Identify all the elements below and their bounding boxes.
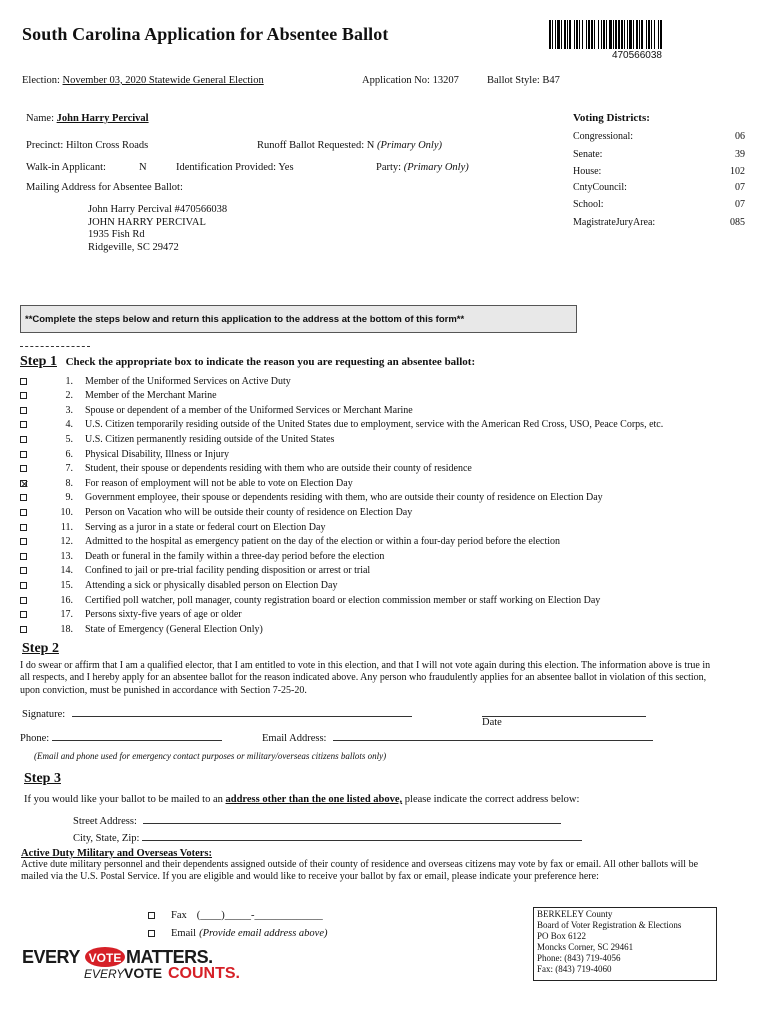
alt-address-intro	[24, 794, 579, 805]
return-address-line: BERKELEY County	[537, 909, 613, 919]
election-value: November 03, 2020 Statewide General Election	[62, 75, 264, 86]
logo-every-2: EVERY	[84, 967, 125, 981]
reason-row	[20, 608, 760, 622]
reason-text: Member of the Merchant Marine	[85, 390, 217, 402]
election-line	[22, 75, 264, 86]
reason-row	[20, 476, 760, 490]
reason-text: Confined to jail or pre-trial facility pending disposition or arrest or trial	[85, 565, 371, 577]
reason-row	[20, 374, 760, 388]
return-address	[533, 907, 717, 981]
affirmation-text: I do swear or affirm that I am a qualified elector, that I am entitled to vote in this election, and that I will not vote again during this election. The information above is true in all respects, and I hereby apply for an absentee ballot for the reason indicated above. Any person who fraudulently applies for an absentee ballot in violation of this section, upon conviction, must be punished in accordance with Section 7-25-20.	[20, 660, 711, 696]
district-row	[573, 199, 745, 210]
reason-checkbox[interactable]	[20, 378, 27, 385]
id-provided: Identification Provided: Yes	[176, 162, 294, 173]
reason-number: 9.	[65, 492, 73, 504]
reason-row	[20, 447, 760, 461]
reason-text: Certified poll watcher, poll manager, county registration board or election commission member or staff working on Election Day	[85, 594, 601, 606]
precinct: Precinct: Hilton Cross Roads	[26, 140, 149, 151]
signature-row	[22, 706, 412, 720]
reason-number: 12.	[60, 536, 73, 548]
reason-number: 18.	[60, 623, 73, 635]
reason-number: 11.	[60, 521, 73, 533]
reason-row	[20, 432, 760, 446]
reason-checkbox[interactable]	[20, 480, 27, 487]
reason-checkbox[interactable]	[20, 553, 27, 560]
reason-checkbox[interactable]	[20, 626, 27, 633]
military-heading: Active Duty Military and Overseas Voters:	[21, 848, 213, 859]
reason-number: 1.	[65, 375, 73, 387]
reason-text: State of Emergency (General Election Only)	[85, 623, 263, 635]
reason-number: 8.	[65, 477, 73, 489]
logo-matters: MATTERS.	[126, 947, 213, 967]
district-label: Senate:	[573, 149, 603, 160]
district-row	[573, 149, 745, 160]
phone-field[interactable]	[52, 730, 222, 741]
voter-name-row	[26, 113, 149, 124]
reason-number: 13.	[60, 550, 73, 562]
step2-heading: Step 2	[22, 641, 59, 656]
voter-name: John Harry Percival	[56, 113, 149, 124]
signature-label: Signature:	[22, 709, 66, 720]
email-row	[262, 730, 653, 744]
reason-text: U.S. Citizen permanently residing outside of the United States	[85, 433, 335, 445]
reason-text: For reason of employment will not be able to vote on Election Day	[85, 477, 353, 489]
reason-checkbox[interactable]	[20, 407, 27, 414]
application-number: Application No: 13207	[362, 75, 459, 86]
form-title: South Carolina Application for Absentee Ballot	[22, 24, 389, 44]
email-label: Email Address:	[262, 733, 327, 744]
reason-row	[20, 578, 760, 592]
fax-label: Fax	[171, 910, 187, 921]
party-label: Party:	[376, 162, 402, 173]
reason-row	[20, 520, 760, 534]
reason-checkbox[interactable]	[20, 597, 27, 604]
reason-checkbox[interactable]	[20, 567, 27, 574]
reason-number: 16.	[60, 594, 73, 606]
mailing-line: John Harry Percival #470566038	[88, 204, 228, 215]
email-checkbox[interactable]	[148, 930, 155, 937]
street-row	[73, 813, 561, 827]
reason-number: 15.	[60, 579, 73, 591]
reason-row	[20, 403, 760, 417]
party-note: (Primary Only)	[403, 162, 469, 173]
intro-text: please indicate the correct address below:	[402, 794, 580, 805]
logo-every: EVERY	[22, 947, 80, 967]
divider	[20, 346, 90, 347]
districts-heading: Voting Districts:	[573, 112, 650, 124]
reason-number: 6.	[65, 448, 73, 460]
reason-text: Student, their spouse or dependents residing with them who are outside their county of residence	[85, 463, 472, 475]
reason-text: Persons sixty-five years of age or older	[85, 609, 242, 621]
reason-number: 4.	[65, 419, 73, 431]
military-text: Active dute military personnel and their dependents assigned outside of their county of residence and overseas citizens may vote by fax or email. All other ballots will be mailed via the U.S. Postal Service. If you are eligible and would like to receive your ballot by fax or email, please indicate your preference here:	[21, 859, 699, 883]
district-label: School:	[573, 199, 604, 210]
walkin-value: N	[139, 162, 147, 173]
reason-row	[20, 622, 760, 636]
district-label: CntyCouncil:	[573, 182, 627, 193]
date-label: Date	[482, 717, 502, 728]
reason-number: 2.	[65, 390, 73, 402]
return-address-line: PO Box 6122	[537, 931, 587, 941]
reason-text: Admitted to the hospital as emergency patient on the day of the election or within a four-day period before the election	[85, 536, 561, 548]
district-row	[573, 217, 745, 228]
instruction-banner: **Complete the steps below and return this application to the address at the bottom of this form**	[20, 305, 577, 333]
district-value: 07	[735, 199, 745, 210]
step1-instruction: Check the appropriate box to indicate the reason you are requesting an absentee ballot:	[65, 356, 476, 368]
reason-number: 3.	[65, 404, 73, 416]
reason-row	[20, 535, 760, 549]
reason-row	[20, 593, 760, 607]
return-address-line: Board of Voter Registration & Elections	[537, 920, 682, 930]
reason-number: 5.	[65, 433, 73, 445]
fax-number-field[interactable]: (____)_____-_____________	[196, 910, 323, 921]
district-label: Congressional:	[573, 131, 633, 142]
mailing-line: Ridgeville, SC 29472	[88, 241, 179, 253]
runoff-note: (Primary Only)	[376, 140, 442, 151]
reason-checkbox[interactable]	[20, 611, 27, 618]
mailing-line: JOHN HARRY PERCIVAL	[88, 216, 206, 228]
city-label: City, State, Zip:	[73, 833, 140, 844]
reason-number: 17.	[60, 609, 73, 621]
reason-text: Person on Vacation who will be outside their county of residence on Election Day	[85, 506, 413, 518]
runoff-label: Runoff Ballot Requested: N	[257, 140, 375, 151]
district-value: 39	[735, 149, 745, 160]
reason-row	[20, 491, 760, 505]
intro-emphasis: address other than the one listed above,	[225, 794, 403, 805]
logo-vote-2: VOTE	[124, 965, 163, 981]
reason-text: Death or funeral in the family within a three-day period before the election	[85, 550, 385, 562]
district-value: 06	[735, 131, 745, 142]
phone-row	[20, 730, 222, 744]
reason-checkbox[interactable]	[20, 421, 27, 428]
walkin-label: Walk-in Applicant:	[26, 162, 106, 173]
district-label: House:	[573, 166, 602, 177]
reason-row	[20, 505, 760, 519]
barcode	[549, 20, 662, 49]
contact-note: (Email and phone used for emergency contact purposes or military/overseas citizens ballots only)	[34, 751, 387, 761]
step3-heading: Step 3	[24, 771, 61, 786]
email-option[interactable]	[148, 928, 327, 939]
election-label: Election:	[22, 75, 60, 86]
reason-number: 14.	[60, 565, 73, 577]
reason-checkbox[interactable]	[20, 451, 27, 458]
district-row	[573, 131, 745, 142]
reason-checkbox[interactable]	[20, 465, 27, 472]
district-row	[573, 182, 745, 193]
district-value: 085	[730, 217, 745, 228]
reason-checkbox[interactable]	[20, 494, 27, 501]
street-label: Street Address:	[73, 816, 137, 827]
reason-text: Serving as a juror in a state or federal court on Election Day	[85, 521, 326, 533]
step1-header	[20, 354, 475, 370]
mailing-line: 1935 Fish Rd	[88, 229, 145, 240]
district-value: 07	[735, 182, 745, 193]
mailing-label: Mailing Address for Absentee Ballot:	[26, 182, 183, 193]
email-option-label: Email	[171, 928, 197, 939]
reason-text: Member of the Uniformed Services on Active Duty	[85, 375, 291, 387]
runoff-request	[257, 140, 442, 151]
reason-row	[20, 564, 760, 578]
barcode-number: 470566038	[611, 50, 662, 61]
reason-checkbox[interactable]	[20, 538, 27, 545]
reason-checkbox[interactable]	[20, 436, 27, 443]
reason-checkbox[interactable]	[20, 392, 27, 399]
reason-text: Attending a sick or physically disabled person on Election Day	[85, 579, 338, 591]
phone-label: Phone:	[20, 733, 50, 744]
fax-checkbox[interactable]	[148, 912, 155, 919]
party	[376, 162, 469, 173]
step1-heading: Step 1	[20, 354, 57, 369]
date-field[interactable]	[482, 706, 646, 717]
return-address-line: Phone: (843) 719-4056	[537, 953, 621, 963]
city-row	[73, 830, 582, 844]
district-label: MagistrateJuryArea:	[573, 217, 656, 228]
reason-text: Government employee, their spouse or dependents residing with them, who are outside their county of residence on Election Day	[85, 492, 603, 504]
intro-text: If you would like your ballot to be mailed to an	[24, 794, 226, 805]
reason-checkbox[interactable]	[20, 582, 27, 589]
name-label: Name:	[26, 113, 54, 124]
mailing-address	[88, 204, 227, 254]
district-value: 102	[730, 166, 745, 177]
every-vote-matters-logo	[22, 945, 262, 985]
logo-counts: COUNTS.	[168, 965, 240, 982]
reason-row	[20, 389, 760, 403]
reason-row	[20, 418, 760, 432]
district-row	[573, 166, 745, 177]
logo-vote: VOTE	[88, 951, 122, 965]
reason-text: U.S. Citizen temporarily residing outside of the United States due to employment, service with the American Red Cross, USO, Peace Corps, etc.	[85, 419, 664, 431]
fax-option[interactable]	[148, 910, 323, 921]
reason-checkbox[interactable]	[20, 509, 27, 516]
return-address-line: Moncks Corner, SC 29461	[537, 942, 634, 952]
email-field[interactable]	[333, 730, 653, 741]
ballot-style: Ballot Style: B47	[487, 75, 560, 86]
reason-row	[20, 462, 760, 476]
reason-text: Physical Disability, Illness or Injury	[85, 448, 230, 460]
signature-field[interactable]	[72, 706, 412, 717]
street-field[interactable]	[143, 813, 561, 824]
reason-number: 7.	[65, 463, 73, 475]
return-address-line: Fax: (843) 719-4060	[537, 964, 612, 974]
reason-text: Spouse or dependent of a member of the Uniformed Services or Merchant Marine	[85, 404, 413, 416]
email-option-note: (Provide email address above)	[199, 928, 328, 939]
reason-row	[20, 549, 760, 563]
city-field[interactable]	[142, 830, 582, 841]
reason-checkbox[interactable]	[20, 524, 27, 531]
reason-number: 10.	[60, 506, 73, 518]
